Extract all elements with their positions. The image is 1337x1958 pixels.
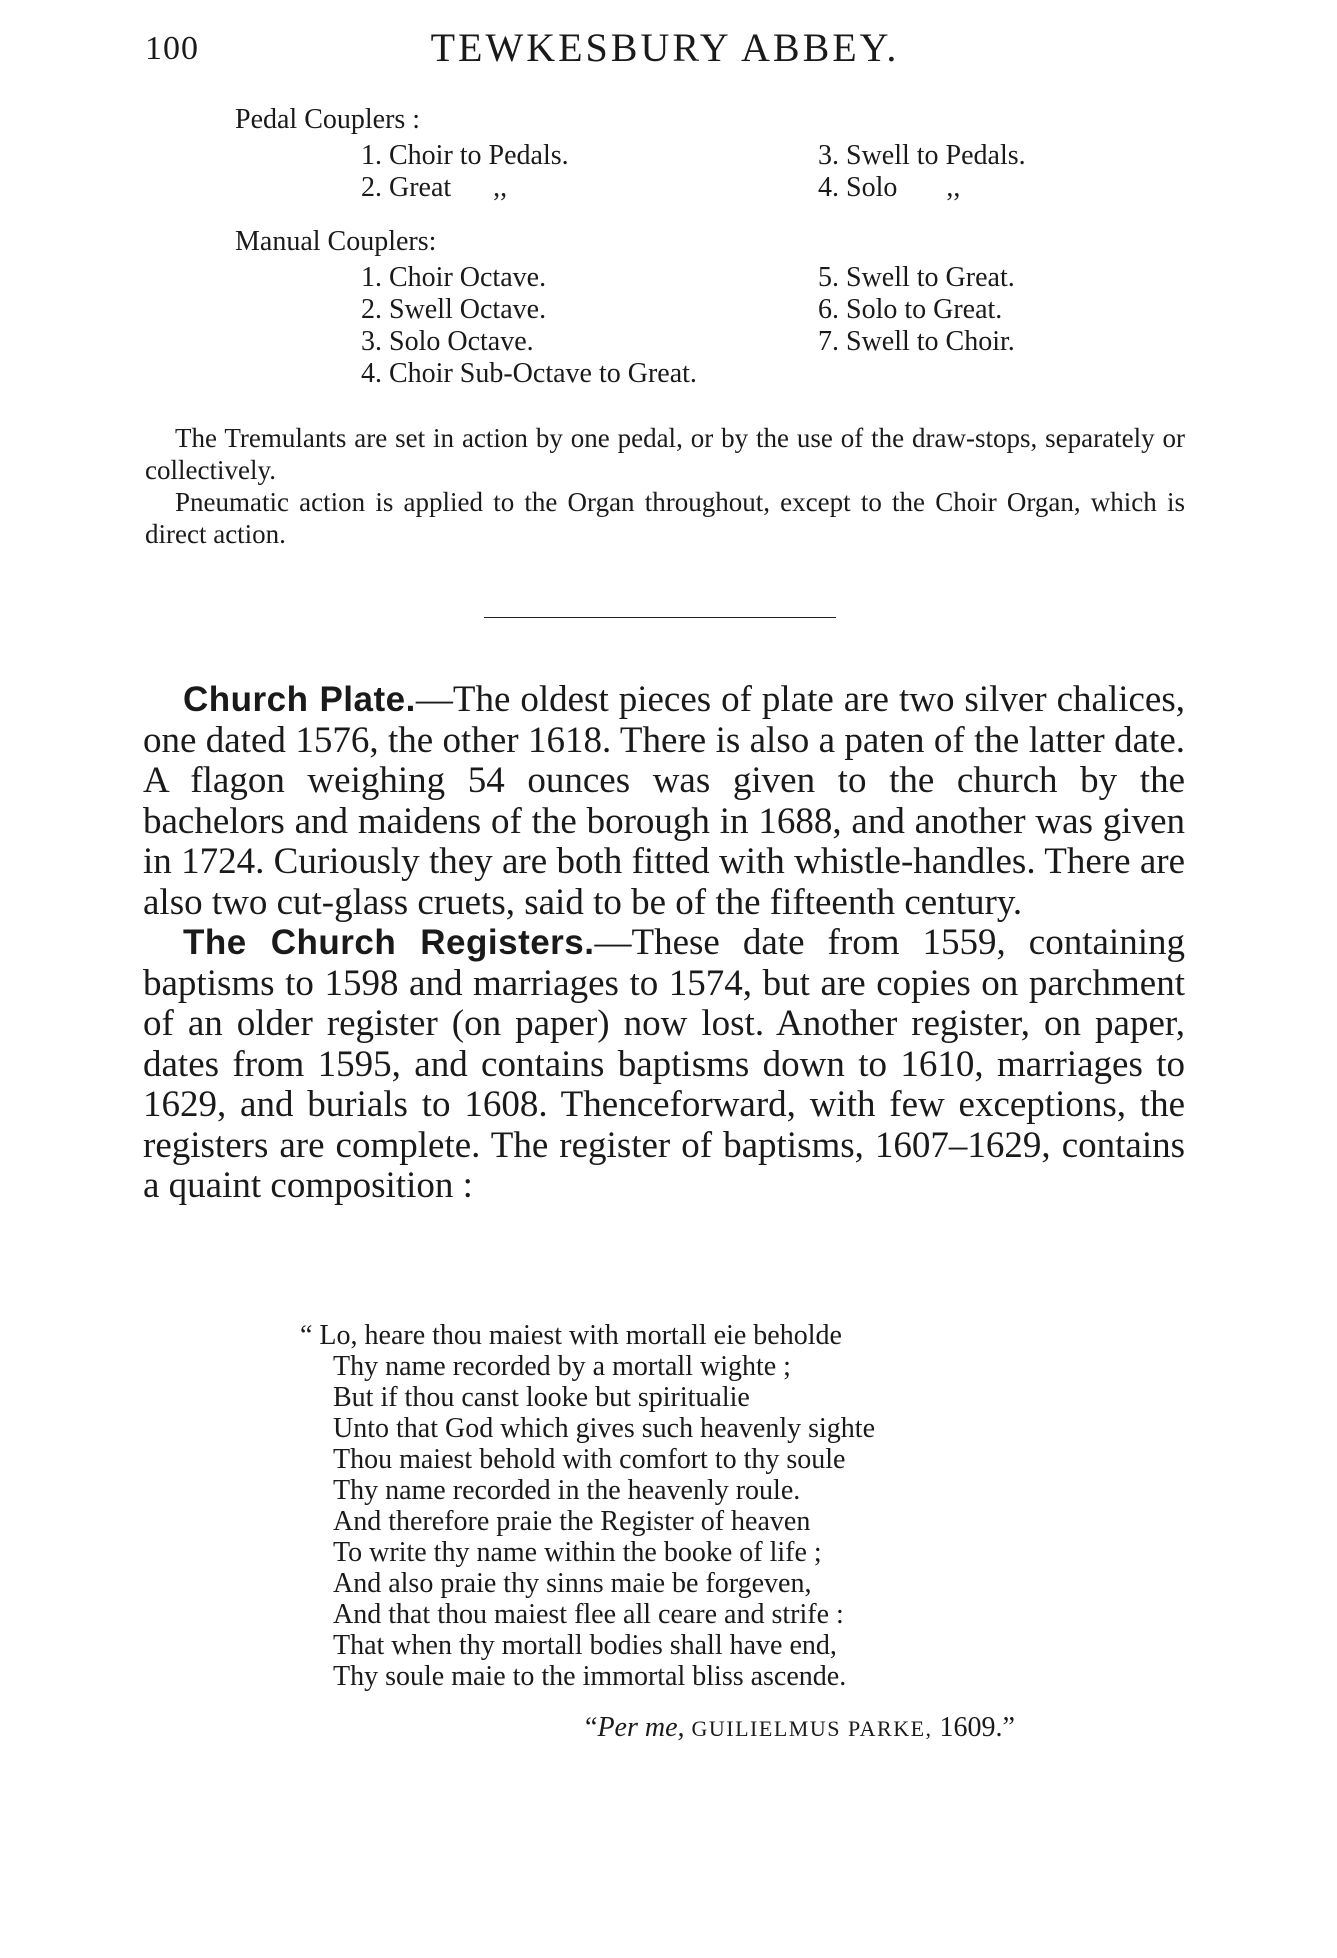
manual-coupler-item: 1. Choir Octave. (361, 262, 547, 293)
tremulants-note: The Tremulants are set in action by one pedal, or by the use of the draw-stops, separately or collectively. (145, 423, 1185, 485)
church-plate-heading: Church Plate. (183, 680, 416, 719)
manual-coupler-item: 4. Choir Sub-Octave to Great. (361, 358, 697, 389)
section-divider (484, 617, 836, 618)
poem-signature (585, 1712, 1015, 1744)
page-number: 100 (145, 30, 199, 67)
poem-line: Unto that God which gives such heavenly sighte (333, 1413, 876, 1444)
church-plate-paragraph (143, 680, 1185, 923)
poem-line: And also praie thy sinns maie be forgeven, (333, 1568, 812, 1599)
signature-open-quote: “ (585, 1712, 598, 1743)
poem-line: “ Lo, heare thou maiest with mortall eie beholde (300, 1320, 842, 1351)
manual-coupler-item: 2. Swell Octave. (361, 294, 547, 325)
pedal-couplers-heading: Pedal Couplers : (235, 104, 421, 135)
poem-line: But if thou canst looke but spiritualie (333, 1382, 750, 1413)
organ-notes (145, 422, 1185, 550)
manual-couplers-heading: Manual Couplers: (235, 226, 437, 257)
church-registers-heading: The Church Registers. (183, 923, 595, 962)
running-title: TEWKESBURY ABBEY. (430, 25, 900, 70)
manual-coupler-item: 3. Solo Octave. (361, 326, 534, 357)
pedal-couplers (235, 104, 1135, 214)
quoted-poem (300, 1320, 1160, 1692)
page-header (145, 24, 1185, 74)
poem-line: And that thou maiest flee all ceare and strife : (333, 1599, 844, 1630)
main-text (143, 680, 1185, 1207)
poem-line: And therefore praie the Register of heaven (333, 1506, 811, 1537)
pedal-coupler-item: 2. Great ,, (361, 172, 508, 203)
church-registers-paragraph (143, 923, 1185, 1207)
church-plate-text: —The oldest pieces of plate are two silver chalices, one dated 1576, the other 1618. There is also a paten of the latter date. A flagon weighing 54 ounces was given to the church by the bachelors and maidens of the borough in 1688, and another was given in 1724. Curiously they are both fitted with whistle-handles. There are also two cut-glass cruets, said to be of the fifteenth century. (143, 679, 1186, 923)
manual-coupler-item: 6. Solo to Great. (818, 294, 1003, 325)
pedal-coupler-item: 3. Swell to Pedals. (818, 140, 1026, 171)
poem-line: Thy name recorded in the heavenly roule. (333, 1475, 801, 1506)
poem-line: Thy soule maie to the immortal bliss ascende. (333, 1661, 847, 1692)
pneumatic-note: Pneumatic action is applied to the Organ throughout, except to the Choir Organ, which is direct action. (145, 487, 1185, 549)
church-registers-text: —These date from 1559, containing baptisms to 1598 and marriages to 1574, but are copies on parchment of an older register (on paper) now lost. Another register, on paper, dates from 1595, and contains baptisms down to 1610, marriages to 1629, and burials to 1608. Thenceforward, with few exceptions, the registers are complete. The register of baptisms, 1607–1629, contains a quaint composition : (143, 922, 1185, 1206)
poem-line: That when thy mortall bodies shall have end, (333, 1630, 837, 1661)
manual-couplers (235, 226, 1135, 406)
poem-line: Thy name recorded by a mortall wighte ; (333, 1351, 791, 1382)
signature-per-me: Per me, (597, 1712, 685, 1743)
signature-year: 1609.” (939, 1712, 1015, 1743)
pedal-coupler-item: 4. Solo ,, (818, 172, 961, 203)
poem-line: Thou maiest behold with comfort to thy soule (333, 1444, 846, 1475)
pedal-coupler-item: 1. Choir to Pedals. (361, 140, 569, 171)
poem-line: To write thy name within the booke of life ; (333, 1537, 822, 1568)
manual-coupler-item: 7. Swell to Choir. (818, 326, 1015, 357)
manual-coupler-item: 5. Swell to Great. (818, 262, 1015, 293)
signature-name: GUILIELMUS PARKE, (691, 1716, 933, 1741)
